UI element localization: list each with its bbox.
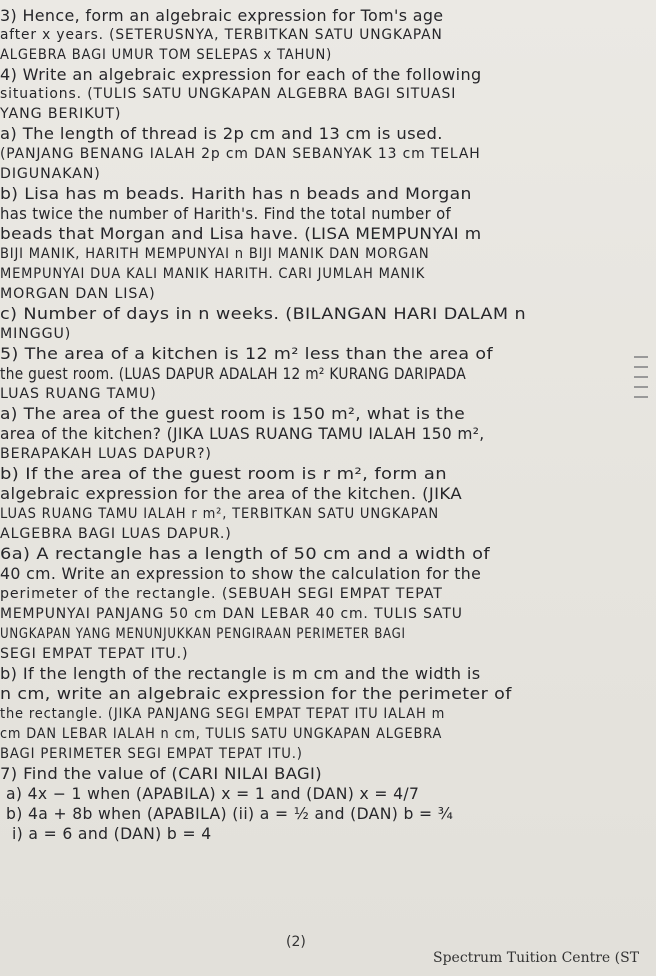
question-6a-line-6: SEGI EMPAT TEPAT ITU.): [0, 646, 189, 662]
question-5a-line-1: a) The area of the guest room is 150 m², what is the: [0, 405, 466, 423]
question-4c-line-2: MINGGU): [0, 326, 72, 342]
question-5b-line-2: algebraic expression for the area of the kitchen. (JIKA: [0, 485, 463, 503]
question-6b-line-3: the rectangle. (JIKA PANJANG SEGI EMPAT TEPAT ITU IALAH m: [0, 706, 446, 722]
question-6a-line-1: 6a) A rectangle has a length of 50 cm and a width of: [0, 545, 491, 563]
question-5b-line-1: b) If the area of the guest room is r m², form an: [0, 465, 448, 483]
page-number: (2): [286, 934, 306, 950]
question-4a-line-3: DIGUNAKAN): [0, 166, 101, 182]
question-4a-line-2: (PANJANG BENANG IALAH 2p cm DAN SEBANYAK 13 cm TELAH: [0, 146, 481, 162]
margin-tick: [634, 356, 648, 358]
question-5b-line-4: ALGEBRA BAGI LUAS DAPUR.): [0, 526, 232, 542]
margin-tick: [634, 376, 648, 378]
question-4b-line-2: has twice the number of Harith's. Find the total number of: [0, 205, 452, 223]
question-4-line-3: YANG BERIKUT): [0, 106, 122, 122]
question-4b-line-1: b) Lisa has m beads. Harith has n beads and Morgan: [0, 185, 472, 203]
question-6a-line-5: UNGKAPAN YANG MENUNJUKKAN PENGIRAAN PERIMETER BAGI: [0, 626, 406, 642]
question-5b-line-3: LUAS RUANG TAMU IALAH r m², TERBITKAN SATU UNGKAPAN: [0, 506, 439, 522]
question-6b-line-1: b) If the length of the rectangle is m cm and the width is: [0, 665, 481, 683]
question-7b-i-line: i) a = 6 and (DAN) b = 4: [12, 825, 212, 843]
question-4b-line-5: MEMPUNYAI DUA KALI MANIK HARITH. CARI JUMLAH MANIK: [0, 266, 426, 282]
question-4b-line-3: beads that Morgan and Lisa have. (LISA MEMPUNYAI m: [0, 225, 482, 243]
question-6b-line-5: BAGI PERIMETER SEGI EMPAT TEPAT ITU.): [0, 746, 303, 762]
question-7a-line: a) 4x − 1 when (APABILA) x = 1 and (DAN) x = 4/7: [6, 785, 420, 803]
question-6a-line-2: 40 cm. Write an expression to show the calculation for the: [0, 565, 482, 583]
question-4-line-2: situations. (TULIS SATU UNGKAPAN ALGEBRA BAGI SITUASI: [0, 86, 457, 102]
question-5-line-1: 5) The area of a kitchen is 12 m² less than the area of: [0, 345, 494, 363]
question-3-line-3: ALGEBRA BAGI UMUR TOM SELEPAS x TAHUN): [0, 47, 333, 63]
footer-brand: Spectrum Tuition Centre (ST: [433, 950, 640, 966]
question-4b-line-4: BIJI MANIK, HARITH MEMPUNYAI n BIJI MANIK DAN MORGAN: [0, 246, 430, 262]
question-4b-line-6: MORGAN DAN LISA): [0, 286, 156, 302]
margin-tick: [634, 386, 648, 388]
margin-tick: [634, 396, 648, 398]
question-7-line-1: 7) Find the value of (CARI NILAI BAGI): [0, 765, 323, 783]
question-5a-line-2: area of the kitchen? (JIKA LUAS RUANG TAMU IALAH 150 m²,: [0, 425, 485, 443]
question-6b-line-4: cm DAN LEBAR IALAH n cm, TULIS SATU UNGKAPAN ALGEBRA: [0, 726, 443, 742]
question-5a-line-3: BERAPAKAH LUAS DAPUR?): [0, 446, 212, 462]
question-4a-line-1: a) The length of thread is 2p cm and 13 cm is used.: [0, 125, 443, 143]
question-5-line-3: LUAS RUANG TAMU): [0, 386, 157, 402]
question-6a-line-4: MEMPUNYAI PANJANG 50 cm DAN LEBAR 40 cm. TULIS SATU: [0, 606, 463, 622]
question-4c-line-1: c) Number of days in n weeks. (BILANGAN HARI DALAM n: [0, 305, 527, 323]
question-6b-line-2: n cm, write an algebraic expression for the perimeter of: [0, 685, 512, 703]
question-5-line-2: the guest room. (LUAS DAPUR ADALAH 12 m² KURANG DARIPADA: [0, 365, 467, 383]
question-4-line-1: 4) Write an algebraic expression for each of the following: [0, 66, 482, 84]
question-3-line-1: 3) Hence, form an algebraic expression for Tom's age: [0, 7, 444, 25]
question-6a-line-3: perimeter of the rectangle. (SEBUAH SEGI EMPAT TEPAT: [0, 586, 443, 602]
margin-tick: [634, 366, 648, 368]
question-7b-line: b) 4a + 8b when (APABILA) (ii) a = ½ and (DAN) b = ¾: [6, 805, 454, 823]
question-3-line-2: after x years. (SETERUSNYA, TERBITKAN SATU UNGKAPAN: [0, 27, 443, 43]
